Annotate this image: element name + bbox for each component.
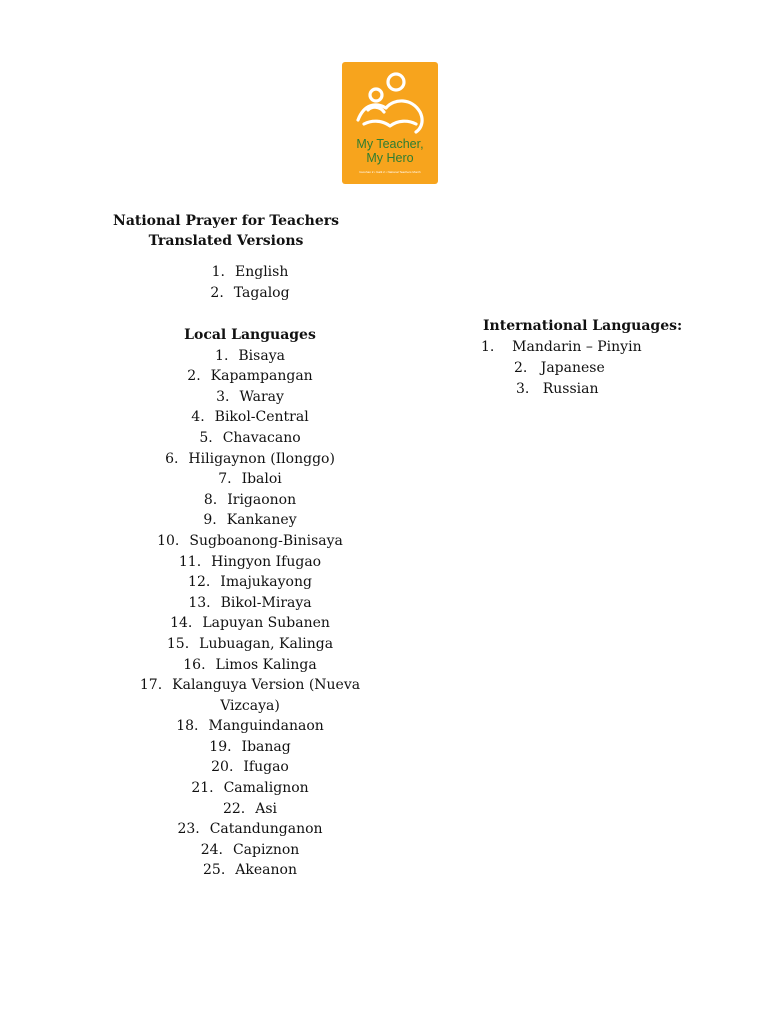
list-item <box>514 358 605 378</box>
list-item <box>100 469 400 490</box>
list-item-number: 15. <box>166 635 190 652</box>
list-item <box>481 337 642 357</box>
list-item-label: Sugboanong-Binisaya <box>189 532 343 549</box>
list-item-label: Bisaya <box>238 347 285 364</box>
list-item-number: 5. <box>199 429 213 446</box>
list-item <box>100 407 400 428</box>
list-item <box>100 860 400 881</box>
list-item-number: 8. <box>203 491 218 508</box>
list-item-label: Mandarin – Pinyin <box>512 339 642 355</box>
list-item-number: 12. <box>188 574 211 591</box>
list-item-number: 13. <box>188 594 211 611</box>
list-item-number: 11. <box>178 553 202 570</box>
list-item <box>100 387 400 408</box>
list-item-number: 10. <box>157 532 180 549</box>
list-item <box>100 593 400 614</box>
list-item <box>100 799 400 820</box>
list-item <box>100 531 400 552</box>
list-item-number: 14. <box>170 615 193 632</box>
list-item-label: Capiznon <box>232 841 300 858</box>
list-item <box>100 778 400 799</box>
list-item-label: Asi <box>255 800 278 817</box>
list-item-label: Chavacano <box>222 429 301 446</box>
list-item-number: 25. <box>203 862 226 879</box>
list-item <box>100 737 400 758</box>
local-languages-heading: Local Languages <box>184 327 316 343</box>
list-item-number: 1. <box>481 339 495 355</box>
list-item-number: 3. <box>216 388 230 405</box>
list-item-number: 24. <box>200 841 223 858</box>
list-item-continuation: Vizcaya) <box>220 697 280 714</box>
list-item <box>100 655 400 676</box>
list-item-label: Akeanon <box>235 862 297 879</box>
list-item-label: Ibanag <box>241 738 291 755</box>
list-item-label: Manguindanaon <box>208 718 324 735</box>
list-item-label: Irigaonon <box>227 491 297 508</box>
list-item <box>100 840 400 861</box>
list-item-number: 7. <box>218 471 232 488</box>
list-item-label: Limos Kalinga <box>215 656 317 673</box>
list-item <box>100 262 400 283</box>
logo-line2: My Hero <box>366 151 414 165</box>
list-item-label: Bikol-Central <box>214 409 309 426</box>
list-item <box>100 716 400 737</box>
logo-tagline: Gurohan 2 • Galit 2 • National Teachers Month <box>359 170 421 174</box>
local-languages-section <box>100 325 400 881</box>
list-item-number: 1. <box>211 264 225 280</box>
list-item-number: 20. <box>211 759 234 776</box>
list-item-label: Bikol-Miraya <box>220 594 312 611</box>
list-item-number: 9. <box>203 512 217 529</box>
list-item-label: Imajukayong <box>220 574 312 591</box>
international-languages-heading: International Languages: <box>483 318 683 334</box>
main-versions-list <box>100 262 400 303</box>
list-item-label: Catandunganon <box>209 821 323 838</box>
local-languages-list <box>100 346 400 881</box>
list-item <box>100 366 400 387</box>
list-item-number: 19. <box>209 738 232 755</box>
page-subtitle: Translated Versions <box>148 233 304 249</box>
list-item-number: 1. <box>215 347 229 364</box>
page-title: National Prayer for Teachers <box>113 213 339 229</box>
list-item <box>100 572 400 593</box>
list-item-label: Russian <box>542 381 599 397</box>
list-item-number: 23. <box>177 821 200 838</box>
list-item-label: Ifugao <box>243 759 289 776</box>
list-item-label: Tagalog <box>233 284 290 301</box>
list-item-number: 21. <box>191 780 214 797</box>
list-item <box>100 510 400 531</box>
my-teacher-my-hero-logo <box>342 62 438 184</box>
list-item <box>100 613 400 634</box>
list-item-label: Hingyon Ifugao <box>211 553 322 570</box>
list-item-number: 18. <box>176 718 199 735</box>
list-item-number: 4. <box>191 409 205 426</box>
list-item-label: Japanese <box>540 360 605 376</box>
list-item-number: 17. <box>139 677 163 694</box>
list-item-label: Waray <box>239 388 284 405</box>
list-item-number: 16. <box>183 656 206 673</box>
list-item-label: Camalignon <box>223 780 309 797</box>
list-item-number: 6. <box>165 450 179 467</box>
logo-line1: My Teacher, <box>356 137 424 151</box>
list-item-label: Lubuagan, Kalinga <box>199 635 334 652</box>
list-item-number: 22. <box>222 800 246 817</box>
list-item <box>100 552 400 573</box>
list-item-label: Kankaney <box>226 512 297 529</box>
list-item-label: Lapuyan Subanen <box>202 615 330 632</box>
list-item <box>100 428 400 449</box>
list-item <box>100 634 400 655</box>
list-item <box>100 819 400 840</box>
list-item <box>100 757 400 778</box>
list-item <box>100 675 400 696</box>
list-item-number: 2. <box>210 284 224 301</box>
list-item-label: English <box>235 264 289 280</box>
list-item-number: 3. <box>516 381 530 397</box>
list-item <box>100 346 400 367</box>
list-item-label: Ibaloi <box>241 471 282 488</box>
list-item <box>100 490 400 511</box>
list-item-label: Kalanguya Version (Nueva <box>172 677 361 694</box>
list-item-label: Kapampangan <box>210 368 313 385</box>
list-item <box>516 379 599 399</box>
list-item-number: 2. <box>514 360 528 376</box>
list-item-number: 2. <box>187 368 201 385</box>
list-item <box>100 283 400 304</box>
list-item <box>100 449 400 470</box>
list-item-label: Hiligaynon (Ilonggo) <box>188 450 335 467</box>
